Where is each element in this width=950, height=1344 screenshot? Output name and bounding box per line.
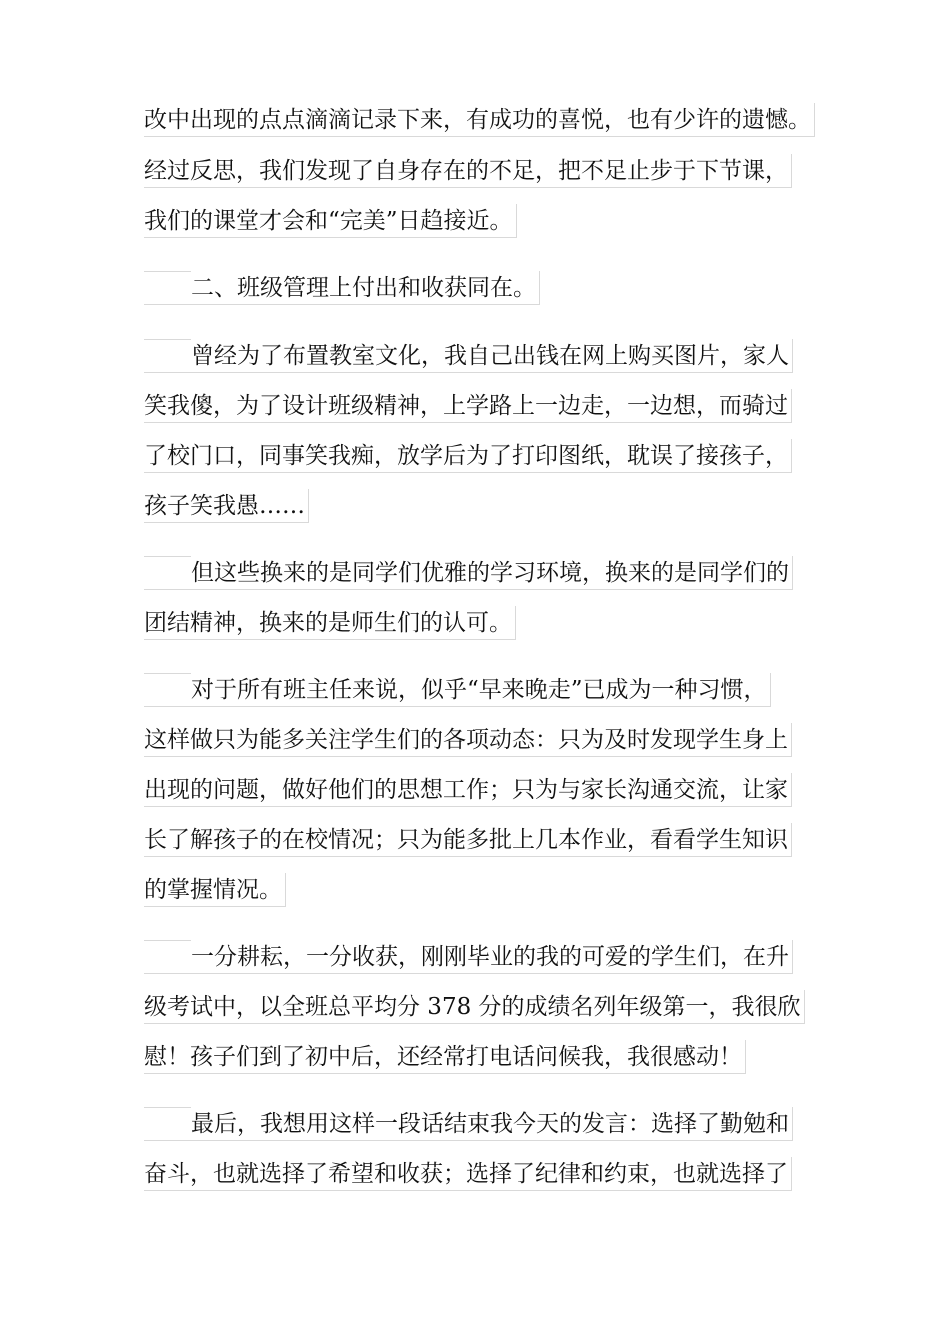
paragraph-5-line-2: 这样做只为能多关注学生们的各项动态：只为及时发现学生身上 bbox=[144, 723, 792, 757]
paragraph-6-line-3: 慰！孩子们到了初中后，还经常打电话问候我，我很感动！ bbox=[144, 1040, 746, 1074]
paragraph-3-line-2: 笑我傻，为了设计班级精神，上学路上一边走，一边想，而骑过 bbox=[144, 389, 792, 423]
paragraph-6-line-1: 一分耕耘，一分收获，刚刚毕业的我的可爱的学生们，在升 bbox=[144, 940, 793, 974]
section-heading-class-management: 二、班级管理上付出和收获同在。 bbox=[144, 271, 540, 305]
paragraph-3-line-1: 曾经为了布置教室文化，我自己出钱在网上购买图片，家人 bbox=[144, 339, 793, 373]
paragraph-1-line-3: 我们的课堂才会和“完美”日趋接近。 bbox=[144, 204, 517, 238]
paragraph-3-line-4: 孩子笑我愚…… bbox=[144, 489, 309, 523]
paragraph-3-line-3: 了校门口，同事笑我痴，放学后为了打印图纸，耽误了接孩子， bbox=[144, 439, 792, 473]
paragraph-4-line-1: 但这些换来的是同学们优雅的学习环境，换来的是同学们的 bbox=[144, 556, 793, 590]
paragraph-7-line-2: 奋斗，也就选择了希望和收获；选择了纪律和约束，也就选择了 bbox=[144, 1157, 792, 1191]
paragraph-1-line-2: 经过反思，我们发现了自身存在的不足，把不足止步于下节课， bbox=[144, 154, 792, 188]
paragraph-6-line-2: 级考试中，以全班总平均分 378 分的成绩名列年级第一，我很欣 bbox=[144, 990, 805, 1024]
paragraph-5-line-3: 出现的问题，做好他们的思想工作；只为与家长沟通交流，让家 bbox=[144, 773, 792, 807]
paragraph-5-line-5: 的掌握情况。 bbox=[144, 873, 286, 907]
paragraph-4-line-2: 团结精神，换来的是师生们的认可。 bbox=[144, 606, 516, 640]
paragraph-7-line-1: 最后，我想用这样一段话结束我今天的发言：选择了勤勉和 bbox=[144, 1107, 793, 1141]
paragraph-5-line-4: 长了解孩子的在校情况；只为能多批上几本作业，看看学生知识 bbox=[144, 823, 792, 857]
paragraph-1-line-1: 改中出现的点点滴滴记录下来，有成功的喜悦，也有少许的遗憾。 bbox=[144, 103, 815, 137]
paragraph-5-line-1: 对于所有班主任来说，似乎“早来晚走”已成为一种习惯， bbox=[144, 673, 771, 707]
